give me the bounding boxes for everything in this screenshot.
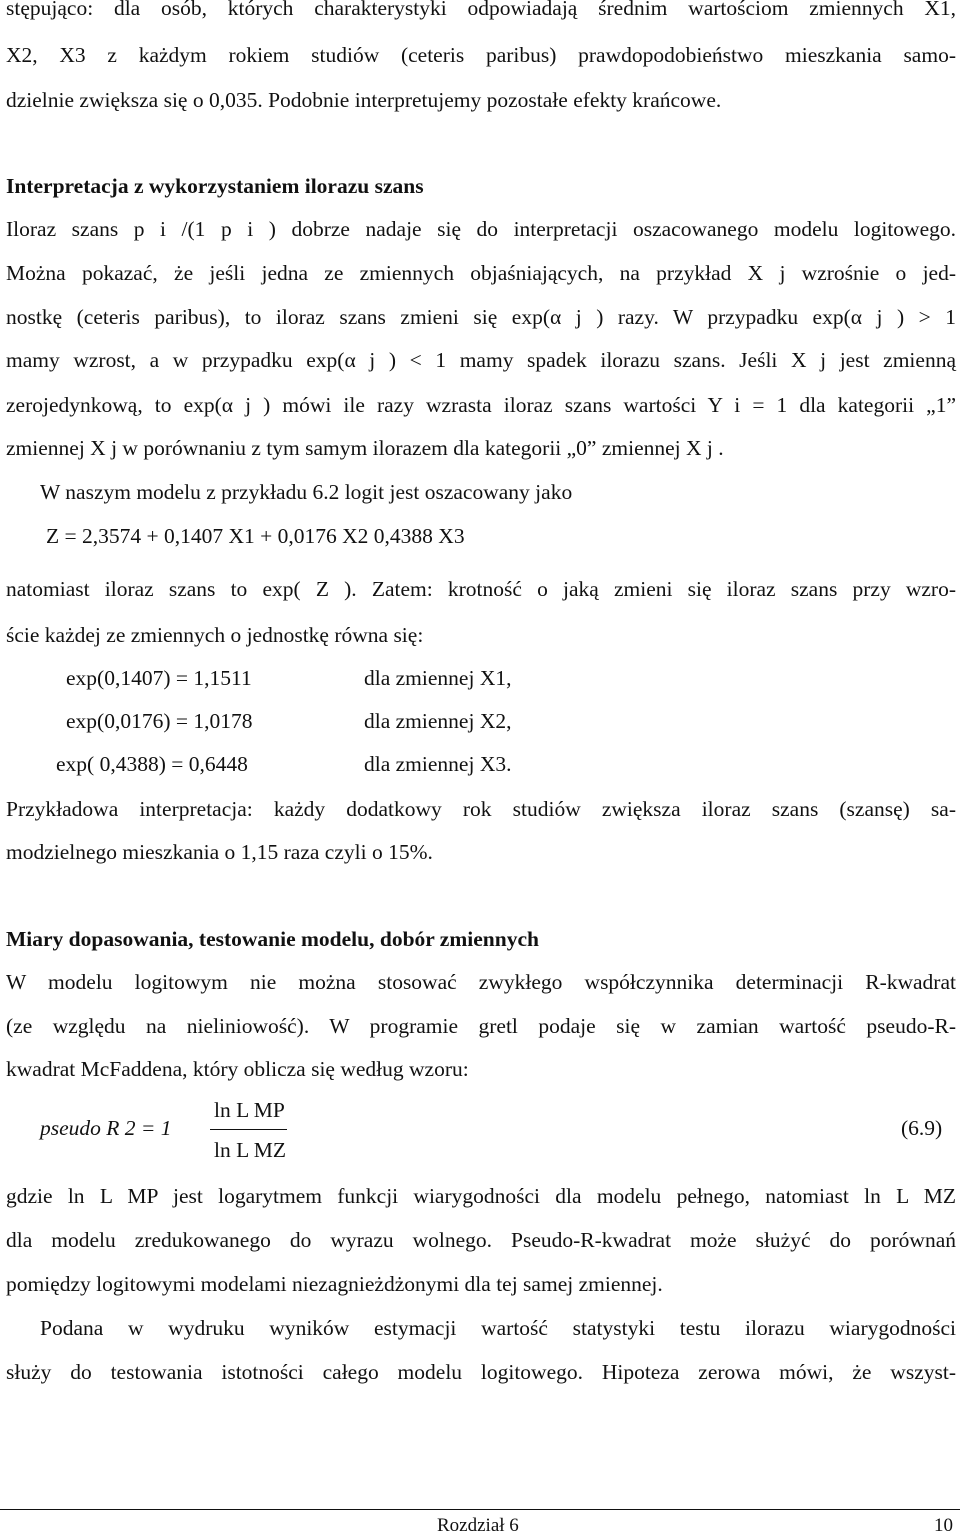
- text-line: kwadrat McFaddena, który oblicza się według wzoru:: [6, 1057, 469, 1081]
- text-line: Iloraz szans p i /(1 p i ) dobrze nadaje się do interpretacji oszacowanego modelu logitowego.: [6, 217, 956, 241]
- text-line: X2, X3 z każdym rokiem studiów (ceteris paribus) prawdopodobieństwo mieszkania samo-: [6, 43, 956, 67]
- text-line: stępująco: dla osób, których charakterystyki odpowiadają średnim wartościom zmiennych X1,: [6, 0, 956, 20]
- text-line: nostkę (ceteris paribus), to iloraz szans zmieni się exp(α j ) razy. W przypadku exp(α j ) > 1: [6, 305, 956, 329]
- text-line: mamy wzrost, a w przypadku exp(α j ) < 1 mamy spadek ilorazu szans. Jeśli X j jest zmienną: [6, 348, 956, 372]
- section-heading: Miary dopasowania, testowanie modelu, dobór zmiennych: [6, 927, 539, 951]
- equation-pseudo-r2-lhs: pseudo R 2 = 1: [40, 1116, 172, 1140]
- text-line: natomiast iloraz szans to exp( Z ). Zatem: krotność o jaką zmieni się iloraz szans przy wzro-: [6, 577, 956, 601]
- text-line: Podana w wydruku wyników estymacji wartość statystyki testu ilorazu wiarygodności: [40, 1316, 956, 1340]
- fraction-numerator: ln L MP: [214, 1098, 285, 1122]
- odds-ratio-label: dla zmiennej X1,: [364, 666, 512, 690]
- footer-rule: [0, 1509, 960, 1510]
- text-line: pomiędzy logitowymi modelami niezagnieżdżonymi dla tej samej zmiennej.: [6, 1272, 663, 1296]
- text-line: zmiennej X j w porównaniu z tym samym ilorazem dla kategorii „0” zmiennej X j .: [6, 436, 724, 460]
- text-line: dla modelu zredukowanego do wyrazu wolnego. Pseudo-R-kwadrat może służyć do porównań: [6, 1228, 956, 1252]
- odds-ratio-expr: exp(0,1407) = 1,1511: [66, 666, 252, 690]
- text-line: ście każdej ze zmiennych o jednostkę równa się:: [6, 623, 424, 647]
- section-heading: Interpretacja z wykorzystaniem ilorazu szans: [6, 174, 424, 198]
- fraction-denominator: ln L MZ: [214, 1138, 287, 1162]
- text-line: modzielnego mieszkania o 1,15 raza czyli o 15%.: [6, 840, 433, 864]
- text-line: gdzie ln L MP jest logarytmem funkcji wiarygodności dla modelu pełnego, natomiast ln L MZ: [6, 1184, 956, 1208]
- odds-ratio-label: dla zmiennej X3.: [364, 752, 512, 776]
- text-line: zerojedynkową, to exp(α j ) mówi ile razy wzrasta iloraz szans wartości Y i = 1 dla kategorii „1”: [6, 393, 956, 417]
- equation-number: (6.9): [901, 1116, 943, 1140]
- equation-logit: Z = 2,3574 + 0,1407 X1 + 0,0176 X2 0,4388 X3: [46, 524, 465, 548]
- text-line: Można pokazać, że jeśli jedna ze zmiennych objaśniających, na przykład X j wzrośnie o jed-: [6, 261, 956, 285]
- page-number: 10: [934, 1515, 953, 1536]
- fraction-bar: [210, 1129, 287, 1130]
- text-line: służy do testowania istotności całego modelu logitowego. Hipoteza zerowa mówi, że wszyst-: [6, 1360, 956, 1384]
- text-line: Przykładowa interpretacja: każdy dodatkowy rok studiów zwiększa iloraz szans (szansę) sa-: [6, 797, 956, 821]
- footer-chapter: Rozdział 6: [437, 1515, 519, 1536]
- text-line: (ze względu na nieliniowość). W programie gretl podaje się w zamian wartość pseudo-R-: [6, 1014, 956, 1038]
- text-line: W naszym modelu z przykładu 6.2 logit jest oszacowany jako: [40, 480, 573, 504]
- odds-ratio-expr: exp( 0,4388) = 0,6448: [56, 752, 248, 776]
- odds-ratio-label: dla zmiennej X2,: [364, 709, 512, 733]
- text-line: dzielnie zwiększa się o 0,035. Podobnie interpretujemy pozostałe efekty krańcowe.: [6, 88, 722, 112]
- text-line: W modelu logitowym nie można stosować zwykłego współczynnika determinacji R-kwadrat: [6, 970, 956, 994]
- odds-ratio-expr: exp(0,0176) = 1,0178: [66, 709, 253, 733]
